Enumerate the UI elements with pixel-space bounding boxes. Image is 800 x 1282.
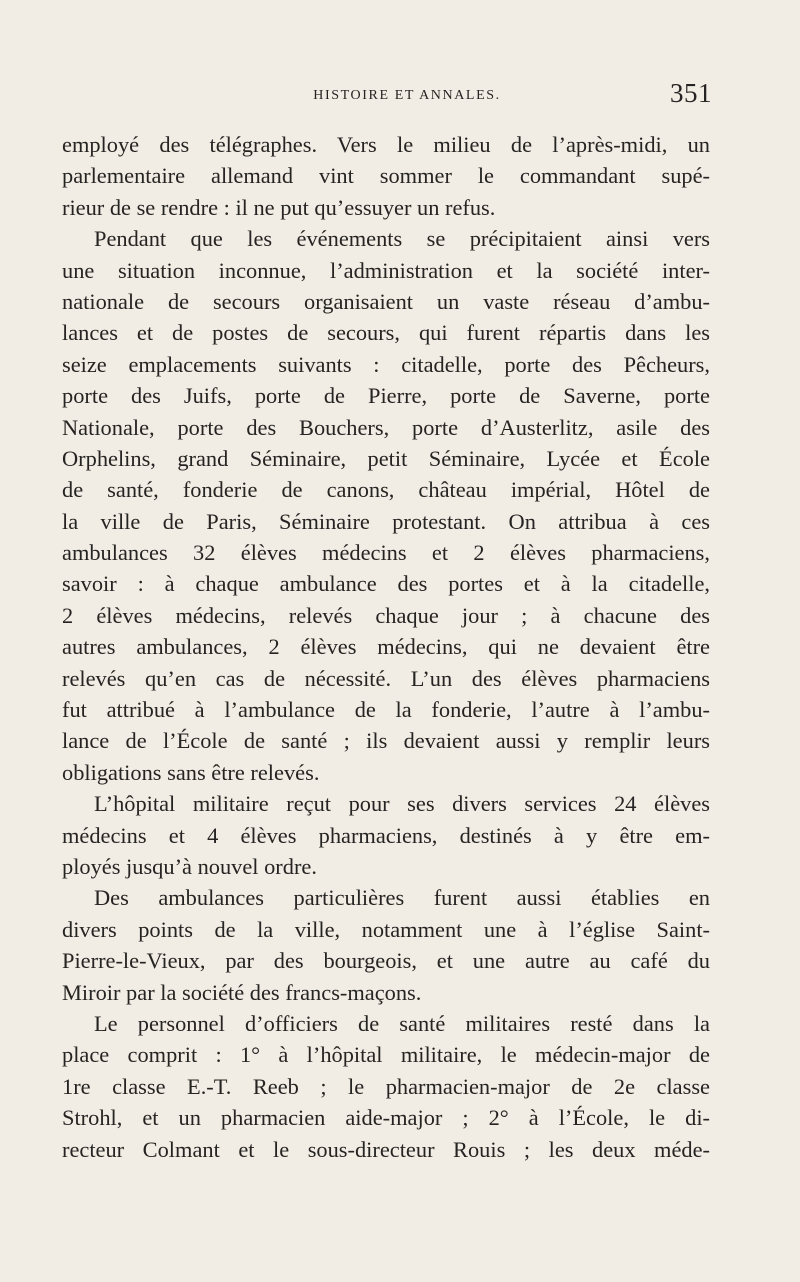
text-line: nationale de secours organisaient un vaste réseau d’ambu- [62,288,710,314]
text-line: 2 élèves médecins, relevés chaque jour ; à chacune des [62,602,710,628]
text-line: employé des télégraphes. Vers le milieu de l’après-midi, un [62,132,710,157]
paragraph-start-line: Pendant que les événements se précipitaient ainsi vers [94,226,710,252]
text-line: porte des Juifs, porte de Pierre, porte de Saverne, porte [62,383,710,409]
body-text [62,129,710,1165]
running-title: HISTOIRE ET ANNALES. [313,88,501,103]
text-line: Nationale, porte des Bouchers, porte d’Austerlitz, asile des [62,414,710,440]
text-line: recteur Colmant et le sous-directeur Rouis ; les deux méde- [62,1136,710,1162]
text-line: savoir : à chaque ambulance des portes et à la citadelle, [62,571,710,597]
text-line: Pierre-le-Vieux, par des bourgeois, et une autre au café du [62,948,710,974]
text-line: parlementaire allemand vint sommer le commandant supé- [62,163,710,189]
text-line: relevés qu’en cas de nécessité. L’un des élèves pharmaciens [62,665,710,691]
text-line: Miroir par la société des francs-maçons. [62,979,422,1005]
text-line: obligations sans être relevés. [62,759,320,785]
text-line: ployés jusqu’à nouvel ordre. [62,853,317,879]
text-line: médecins et 4 élèves pharmaciens, destinés à y être em- [62,822,710,848]
text-line: fut attribué à l’ambulance de la fonderie, l’autre à l’ambu- [62,697,710,723]
text-line: lance de l’École de santé ; ils devaient aussi y remplir leurs [62,728,710,754]
paragraph-start-line: Des ambulances particulières furent aussi établies en [94,885,710,911]
page-header [62,78,712,118]
text-line: Strohl, et un pharmacien aide-major ; 2° à l’École, le di- [62,1105,710,1131]
text-line: la ville de Paris, Séminaire protestant. On attribua à ces [62,508,710,534]
text-line: une situation inconnue, l’administration et la société inter- [62,257,710,283]
text-line: rieur de se rendre : il ne put qu’essuyer un refus. [62,194,496,220]
text-line: lances et de postes de secours, qui furent répartis dans les [62,320,710,346]
text-line: Orphelins, grand Séminaire, petit Séminaire, Lycée et École [62,445,710,471]
text-line: de santé, fonderie de canons, château impérial, Hôtel de [62,477,710,503]
text-line: 1re classe E.-T. Reeb ; le pharmacien-major de 2e classe [62,1073,710,1099]
text-line: ambulances 32 élèves médecins et 2 élèves pharmaciens, [62,540,710,566]
paragraph-start-line: Le personnel d’officiers de santé militaires resté dans la [94,1010,710,1036]
paragraph-start-line: L’hôpital militaire reçut pour ses divers services 24 élèves [94,791,710,817]
text-line: divers points de la ville, notamment une à l’église Saint- [62,916,710,942]
text-line: autres ambulances, 2 élèves médecins, qui ne devaient être [62,634,710,660]
page-number: 351 [670,78,712,108]
text-line: seize emplacements suivants : citadelle, porte des Pêcheurs, [62,351,710,377]
text-line: place comprit : 1° à l’hôpital militaire, le médecin-major de [62,1042,710,1068]
